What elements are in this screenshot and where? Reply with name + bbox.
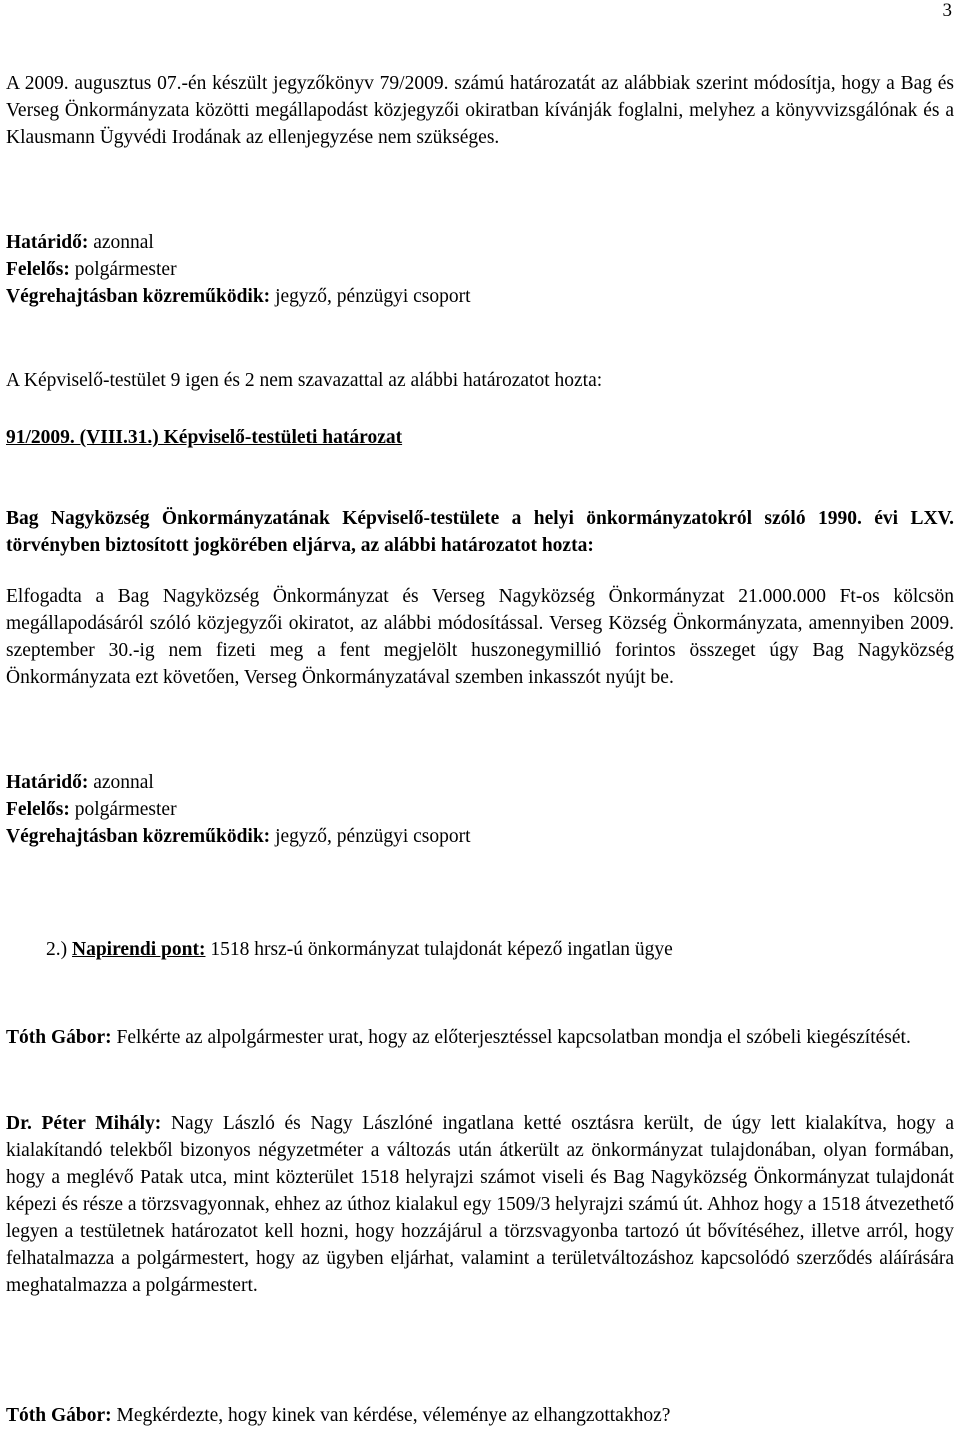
execution-value: jegyző, pénzügyi csoport <box>270 826 471 847</box>
resolution-title <box>6 424 954 451</box>
deadline-label: Határidő: <box>6 772 89 793</box>
speech-text: Nagy László és Nagy Lászlóné ingatlana ketté osztásra került, de úgy lett kialakítva, hogy a kialakítandó telekből bizonyos négyzetméter a változás után átkerült az önkormányzat tulajdonában, olyan formában, hogy a meglévő Patak utca, mint közterület 1518 helyrajzi számot viseli és Bag Nagyközség Önkormányzat tulajdonát képezi és része a törzsvagyonnak, ehhez az úthoz kialakul egy 1509/3 helyrajzi számú út. Ahhoz hogy a 1518 átvezethető legyen a testületnek határozatot kell hozni, hogy hozzájárul a törzsvagyonba tartozó út bővítéséhez, illetve arról, hogy felhatalmazza a polgármestert, hogy az ügyben eljárhat, valamint a területváltozáshoz kapcsolódó szerződés aláírására meghatalmazza a polgármestert. <box>6 1113 954 1296</box>
resolution-title-text: 91/2009. (VIII.31.) Képviselő-testületi határozat <box>6 427 403 448</box>
responsible-value: polgármester <box>69 799 177 820</box>
responsible-value: polgármester <box>69 259 177 280</box>
speech-toth-2 <box>6 1402 954 1429</box>
execution-value: jegyző, pénzügyi csoport <box>270 286 471 307</box>
speech-peter <box>6 1110 954 1299</box>
execution-label: Végrehajtásban közreműködik: <box>6 286 271 307</box>
deadline-label: Határidő: <box>6 232 89 253</box>
execution-line <box>6 283 954 310</box>
execution-label: Végrehajtásban közreműködik: <box>6 826 271 847</box>
resolution-intro: Bag Nagyközség Önkormányzatának Képviselő-testülete a helyi önkormányzatokról szóló 1990. évi LXV. törvényben biztosított jogkörében eljárva, az alábbi határozatot hozta: <box>6 508 954 556</box>
agenda-text: 1518 hrsz-ú önkormányzat tulajdonát képező ingatlan ügye <box>205 939 673 960</box>
agenda-item-2 <box>6 936 954 963</box>
responsibility-block-2 <box>6 769 954 850</box>
resolution-body: Elfogadta a Bag Nagyközség Önkormányzat és Verseg Nagyközség Önkormányzat 21.000.000 Ft-os kölcsön megállapodásáról szóló közjegyzői okiratot, az alábbi módosítással. Verseg Község Önkormányzata, amennyiben 2009. szeptember 30.-ig nem fizeti meg a fent megjelölt huszonegymillió forintos összeget úgy Bag Nagyközség Önkormányzata ezt követően, Verseg Önkormányzatával szemben inkasszót nyújt be. <box>6 586 954 688</box>
deadline-line <box>6 229 954 256</box>
responsible-label: Felelős: <box>6 799 70 820</box>
speaker-name: Dr. Péter Mihály: <box>6 1113 162 1134</box>
speech-text: Felkérte az alpolgármester urat, hogy az előterjesztéssel kapcsolatban mondja el szóbeli kiegészítését. <box>111 1027 911 1048</box>
speaker-name: Tóth Gábor: <box>6 1405 112 1426</box>
deadline-value: azonnal <box>88 772 154 793</box>
vote-line: A Képviselő-testület 9 igen és 2 nem szavazattal az alábbi határozatot hozta: <box>6 370 603 391</box>
speech-text: Megkérdezte, hogy kinek van kérdése, véleménye az elhangzottakhoz? <box>111 1405 671 1426</box>
agenda-number: 2.) <box>46 939 72 960</box>
responsible-label: Felelős: <box>6 259 70 280</box>
execution-line <box>6 823 954 850</box>
agenda-label: Napirendi pont: <box>72 939 206 960</box>
deadline-line <box>6 769 954 796</box>
deadline-value: azonnal <box>88 232 154 253</box>
speaker-name: Tóth Gábor: <box>6 1027 112 1048</box>
amendment-paragraph: A 2009. augusztus 07.-én készült jegyzőkönyv 79/2009. számú határozatát az alábbiak szerint módosítja, hogy a Bag és Verseg Önkormányzata közötti megállapodást közjegyzői okiratban kívánják foglalni, melyhez a könyvvizsgálónak és a Klausmann Ügyvédi Irodának az ellenjegyzése nem szükséges. <box>6 73 954 148</box>
page-number: 3 <box>942 0 952 21</box>
responsible-line <box>6 796 954 823</box>
responsibility-block-1 <box>6 229 954 310</box>
responsible-line <box>6 256 954 283</box>
speech-toth-1 <box>6 1024 954 1051</box>
